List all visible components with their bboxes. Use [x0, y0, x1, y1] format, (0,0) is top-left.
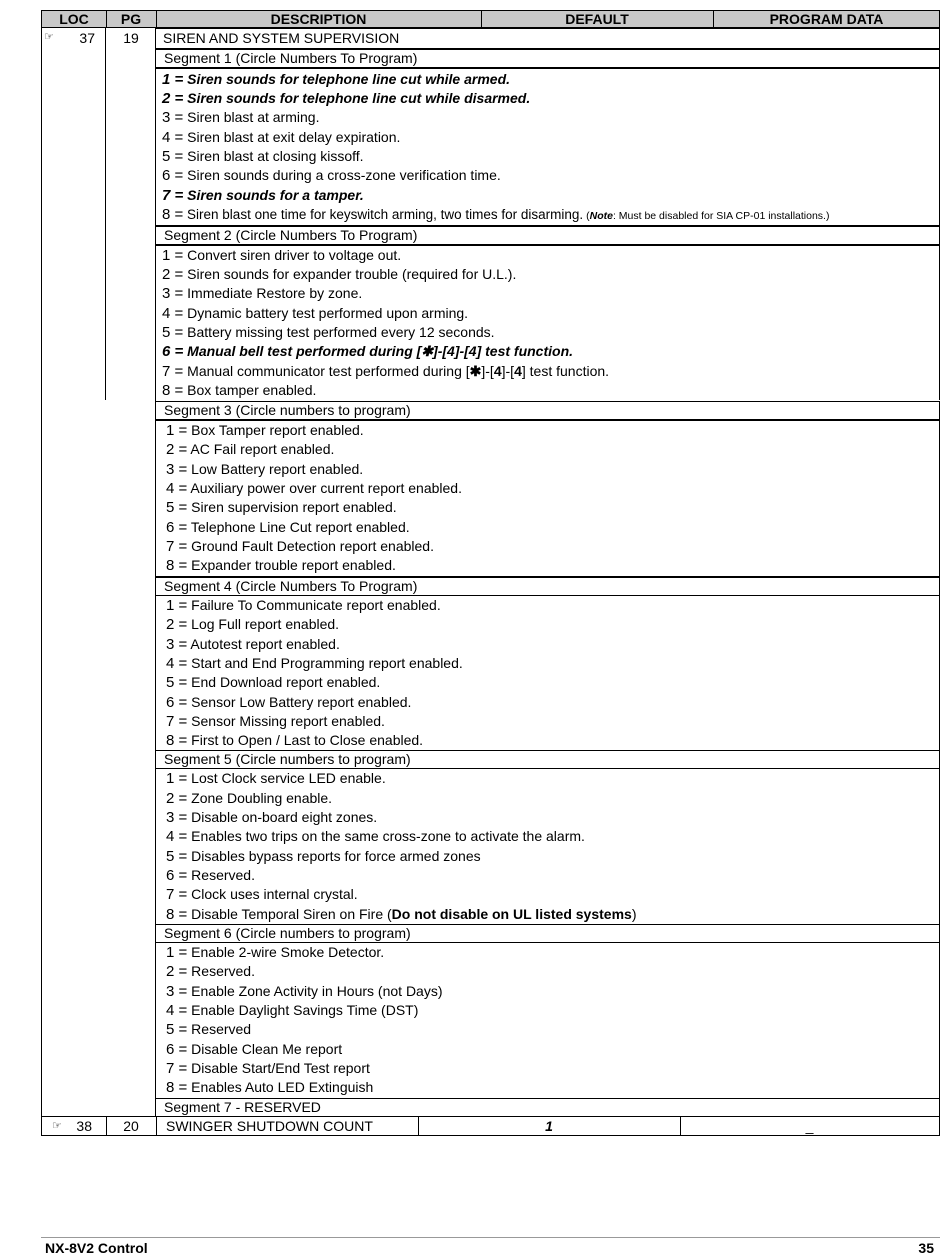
list-item: 6 = Telephone Line Cut report enabled.: [166, 519, 410, 536]
list-item: 5 = Battery missing test performed every 12 seconds.: [162, 324, 495, 341]
list-item: 1 = Box Tamper report enabled.: [166, 422, 364, 439]
list-item: 1 = Convert siren driver to voltage out.: [162, 247, 402, 264]
list-item: 7 = Clock uses internal crystal.: [166, 886, 358, 903]
list-item: 6 = Manual bell test performed during [✱]-[4]-[4] test function.: [162, 343, 574, 360]
list-item: 8 = Expander trouble report enabled.: [166, 557, 396, 574]
list-item: 4 = Enables two trips on the same cross-zone to activate the alarm.: [166, 828, 585, 845]
header-loc: LOC: [42, 11, 107, 28]
list-item: 4 = Siren blast at exit delay expiration.: [162, 129, 401, 146]
list-item: 1 = Failure To Communicate report enabled.: [166, 597, 441, 614]
pg-20: 20: [106, 1117, 157, 1135]
table-header: [41, 10, 940, 28]
list-item: 7 = Sensor Missing report enabled.: [166, 713, 385, 730]
list-item: 8 = Disable Temporal Siren on Fire (Do not disable on UL listed systems): [166, 906, 637, 923]
list-item: 8 = First to Open / Last to Close enabled.: [166, 732, 424, 749]
segment-2-header: Segment 2 (Circle Numbers To Program): [155, 226, 940, 245]
list-item: 8 = Enables Auto LED Extinguish: [166, 1079, 374, 1096]
loc-column: [41, 28, 106, 400]
list-item: 1 = Enable 2-wire Smoke Detector.: [166, 944, 385, 961]
list-item: 3 = Autotest report enabled.: [166, 636, 340, 653]
section-title: SIREN AND SYSTEM SUPERVISION: [163, 30, 400, 46]
row38-program-data[interactable]: _: [805, 1118, 814, 1134]
list-item: 5 = Disables bypass reports for force armed zones: [166, 848, 481, 865]
list-item: 7 = Ground Fault Detection report enabled.: [166, 538, 434, 555]
row38-description: SWINGER SHUTDOWN COUNT: [156, 1117, 419, 1135]
list-item: 3 = Low Battery report enabled.: [166, 461, 364, 478]
header-default: DEFAULT: [481, 11, 714, 28]
footer-product: NX-8V2 Control: [45, 1240, 148, 1256]
list-item: 5 = Reserved: [166, 1021, 252, 1038]
segment-7-header: Segment 7 - RESERVED: [155, 1098, 940, 1117]
pg-column: [105, 28, 156, 1116]
list-item: 7 = Siren sounds for a tamper.: [162, 187, 364, 204]
list-item: 4 = Auxiliary power over current report enabled.: [166, 480, 462, 497]
header-program-data: PROGRAM DATA: [769, 11, 884, 27]
page-number: 35: [918, 1240, 934, 1256]
list-item: 2 = Siren sounds for expander trouble (required for U.L.).: [162, 266, 517, 283]
list-item: 8 = Box tamper enabled.: [162, 382, 317, 399]
list-item: 5 = End Download report enabled.: [166, 674, 381, 691]
list-item: 1 = Lost Clock service LED enable.: [166, 770, 386, 787]
loc-38: ☞ 38: [42, 1117, 107, 1135]
list-item: 7 = Disable Start/End Test report: [166, 1060, 370, 1077]
segment-5-header: Segment 5 (Circle numbers to program): [155, 750, 940, 769]
footer-divider: [41, 1237, 940, 1238]
pointing-hand-icon: ☞: [44, 31, 54, 43]
list-item: 7 = Manual communicator test performed during [✱]-[4]-[4] test function.: [162, 363, 610, 380]
list-item: 5 = Siren blast at closing kissoff.: [162, 148, 364, 165]
list-item: 4 = Enable Daylight Savings Time (DST): [166, 1002, 419, 1019]
list-item: 2 = Log Full report enabled.: [166, 616, 340, 633]
pointing-hand-icon: ☞: [52, 1120, 62, 1132]
list-item: 6 = Disable Clean Me report: [166, 1041, 343, 1058]
segment-1-header: Segment 1 (Circle Numbers To Program): [155, 49, 940, 68]
list-item: 6 = Sensor Low Battery report enabled.: [166, 694, 412, 711]
segment-4-header: Segment 4 (Circle Numbers To Program): [155, 577, 940, 596]
list-item: 5 = Siren supervision report enabled.: [166, 499, 397, 516]
manual-page: LOC PG DESCRIPTION DEFAULT PROGRAM DATA ☞ 37 19 SIREN AND SYSTEM SUPERVISION Segment 1 (Circle Numbers To Program) 1 = Siren sounds for telephone line cut while armed. 2 = Siren sounds for telephone line cut while disarmed. 3 = Siren blast at arming. 4 = Siren blast at exit delay expiration. 5 = Siren blast at closing kissoff. 6 = Siren sounds during a cross-zone verification time. 7 = Siren sounds for a tamper. 8 = Siren blast one time for keyswitch arming, two times for disarming. (Note: Must be disabled for SIA CP-01 installations.) Segment 2 (Circle Numbers To Program) 1 = Convert siren driver to voltage out. 2 = Siren sounds for expander trouble (required for U.L.). 3 = Immediate Restore by zone. 4 = Dynamic battery test performed upon arming. 5 = Battery missing test performed every 12 seconds. 6 = Manual bell test performed during [✱]-[4]-[4] test function. 7 = Manual communicator test performed during [✱]-[4]-[4] test function. 8 = Box tamper enabled. Segment 3 (Circle numbers to program) 1 = Box Tamper report enabled. 2 = AC Fail report enabled. 3 = Low Battery report enabled. 4 = Auxiliary power over current report enabled. 5 = Siren supervision report enabled. 6 = Telephone Line Cut report enabled. 7 = Ground Fault Detection report enabled. 8 = Expander trouble report enabled. Segment 4 (Circle Numbers To Program) 1 = Failure To Communicate report enabled. 2 = Log Full report enabled. 3 = Autotest report enabled. 4 = Start and End Programming report enabled. 5 = End Download report enabled. 6 = Sensor Low Battery report enabled. 7 = Sensor Missing report enabled. 8 = First to Open / Last to Close enabled. Segment 5 (Circle numbers to program) 1 = Lost Clock service LED enable. 2 = Zone Doubling enable. 3 = Disable on-board eight zones. 4 = Enables two trips on the same cross-zone to activate the alarm. 5 = Disables bypass reports for force armed zones 6 = Reserved. 7 = Clock uses internal crystal. 8 = Disable Temporal Siren on Fire (Do not disable on UL listed systems) Segment 6 (Circle numbers to program) 1 = Enable 2-wire Smoke Detector. 2 = Reserved. 3 = Enable Zone Activity in Hours (not Days) 4 = Enable Daylight Savings Time (DST) 5 = Reserved 6 = Disable Clean Me report 7 = Disable Start/End Test report 8 = Enables Auto LED Extinguish Segment 7 - RESERVED ☞ 38 20 SWINGER SHUTDOWN COUNT 1 _ NX-8V2 Control 35: [0, 0, 950, 1260]
list-item: 1 = Siren sounds for telephone line cut while armed.: [162, 71, 511, 88]
list-item: 4 = Dynamic battery test performed upon arming.: [162, 305, 469, 322]
list-item: 6 = Siren sounds during a cross-zone verification time.: [162, 167, 501, 184]
table-row-38: [41, 1116, 940, 1136]
list-item: 3 = Enable Zone Activity in Hours (not Days): [166, 983, 443, 1000]
list-item: 4 = Start and End Programming report enabled.: [166, 655, 463, 672]
header-pg: PG: [106, 11, 157, 28]
header-description: DESCRIPTION: [156, 11, 482, 28]
list-item: 3 = Siren blast at arming.: [162, 109, 320, 126]
segment-6-header: Segment 6 (Circle numbers to program): [155, 924, 940, 943]
list-item: 2 = AC Fail report enabled.: [166, 441, 335, 458]
list-item: 2 = Reserved.: [166, 963, 255, 980]
list-item: 2 = Zone Doubling enable.: [166, 790, 333, 807]
list-item: 8 = Siren blast one time for keyswitch arming, two times for disarming. (Note: Must be disabled for SIA CP-01 installations.): [162, 206, 830, 223]
list-item: 3 = Disable on-board eight zones.: [166, 809, 378, 826]
row38-default: 1: [418, 1117, 681, 1135]
pg-19: 19: [123, 30, 139, 46]
list-item: 2 = Siren sounds for telephone line cut while disarmed.: [162, 90, 531, 107]
segment-3-header: Segment 3 (Circle numbers to program): [155, 401, 940, 420]
list-item: 3 = Immediate Restore by zone.: [162, 285, 363, 302]
list-item: 6 = Reserved.: [166, 867, 255, 884]
